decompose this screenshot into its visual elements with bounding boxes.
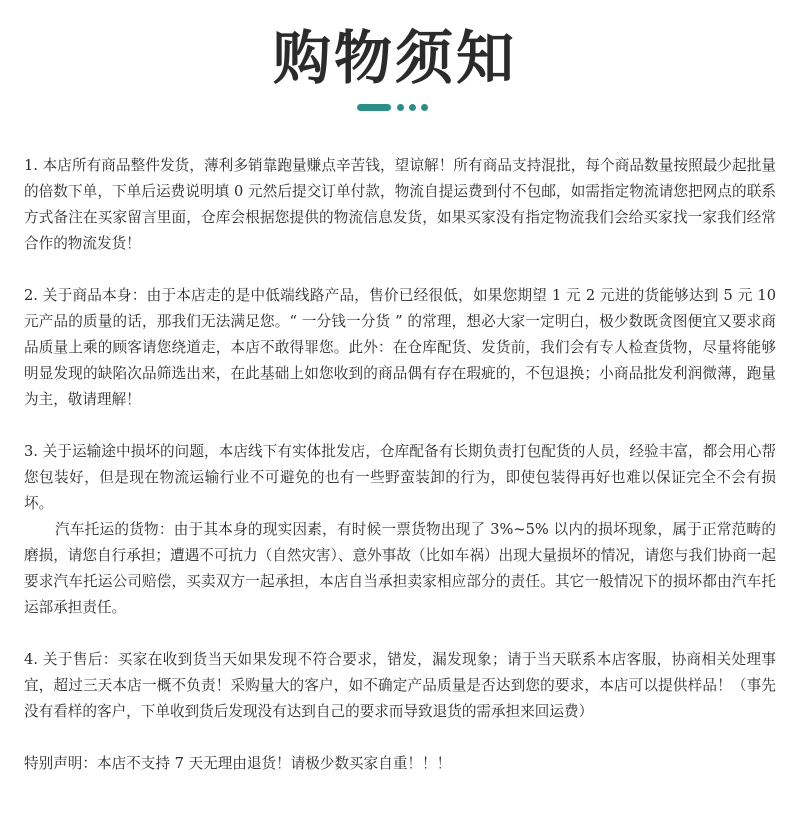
notice-body: [24, 153, 776, 777]
divider-bar: [357, 104, 391, 111]
section-truck-shipping: 汽车托运的货物：由于其本身的现实因素，有时候一票货物出现了 3%~5% 以内的损坏现象，属于正常范畴的磨损，请您自行承担；遭遇不可抗力（自然灾害）、意外事故（比如车祸）出现大量损坏的情况，请您与我们协商一起要求汽车托运公司赔偿，买卖双方一起承担，本店自当承担卖家相应部分的责任。其它一般情况下的损坏都由汽车托运部承担责任。: [24, 521, 776, 616]
section-product-quality: 2. 关于商品本身：由于本店走的是中低端线路产品，售价已经很低，如果您期望 1 元 2 元进的货能够达到 5 元 10 元产品的质量的话，那我们无法满足您。“ 一分钱一分货 ” 的常理，想必大家一定明白，极少数既贪图便宜又要求商品质量上乘的顾客请您绕道走，本店不敢得罪您。此外：在仓库配货、发货前，我们会有专人检查货物，尽量将能够明显发现的缺陷次品筛选出来，在此基础上如您收到的商品偶有存在瑕疵的，不包退换；小商品批发利润微薄，跑量为主，敬请理解！: [24, 287, 776, 408]
divider-dot: [397, 104, 404, 111]
section-ordering: 1. 本店所有商品整件发货，薄利多销靠跑量赚点辛苦钱，望谅解！所有商品支持混批，每个商品数量按照最少起批量的倍数下单，下单后运费说明填 0 元然后提交订单付款，物流自提运费到付不包邮，如需指定物流请您把网点的联系方式备注在买家留言里面，仓库会根据您提供的物流信息发货，如果买家没有指定物流我们会给买家找一家我们经常合作的物流发货！: [24, 157, 776, 252]
page-title: 购物须知: [272, 24, 517, 92]
section-transport-damage: 3. 关于运输途中损坏的问题，本店线下有实体批发店，仓库配备有长期负责打包配货的人员，经验丰富，都会用心帮您包装好，但是现在物流运输行业不可避免的也有一些野蛮装卸的行为，即使包装得再好也难以保证完全不会有损坏。: [24, 443, 776, 512]
divider-dot: [409, 104, 416, 111]
divider-dot: [421, 104, 428, 111]
title-divider: [357, 103, 433, 111]
section-special-statement: 特别声明：本店不支持 7 天无理由退货！请极少数买家自重！！！: [24, 755, 452, 772]
section-after-sales: 4. 关于售后：买家在收到货当天如果发现不符合要求，错发，漏发现象；请于当天联系本店客服，协商相关处理事宜，超过三天本店一概不负责！采购量大的客户，如不确定产品质量是否达到您的要求，本店可以提供样品！（事先没有看样的客户，下单收到货后发现没有达到自己的要求而导致退货的需承担来回运费）: [24, 651, 776, 720]
